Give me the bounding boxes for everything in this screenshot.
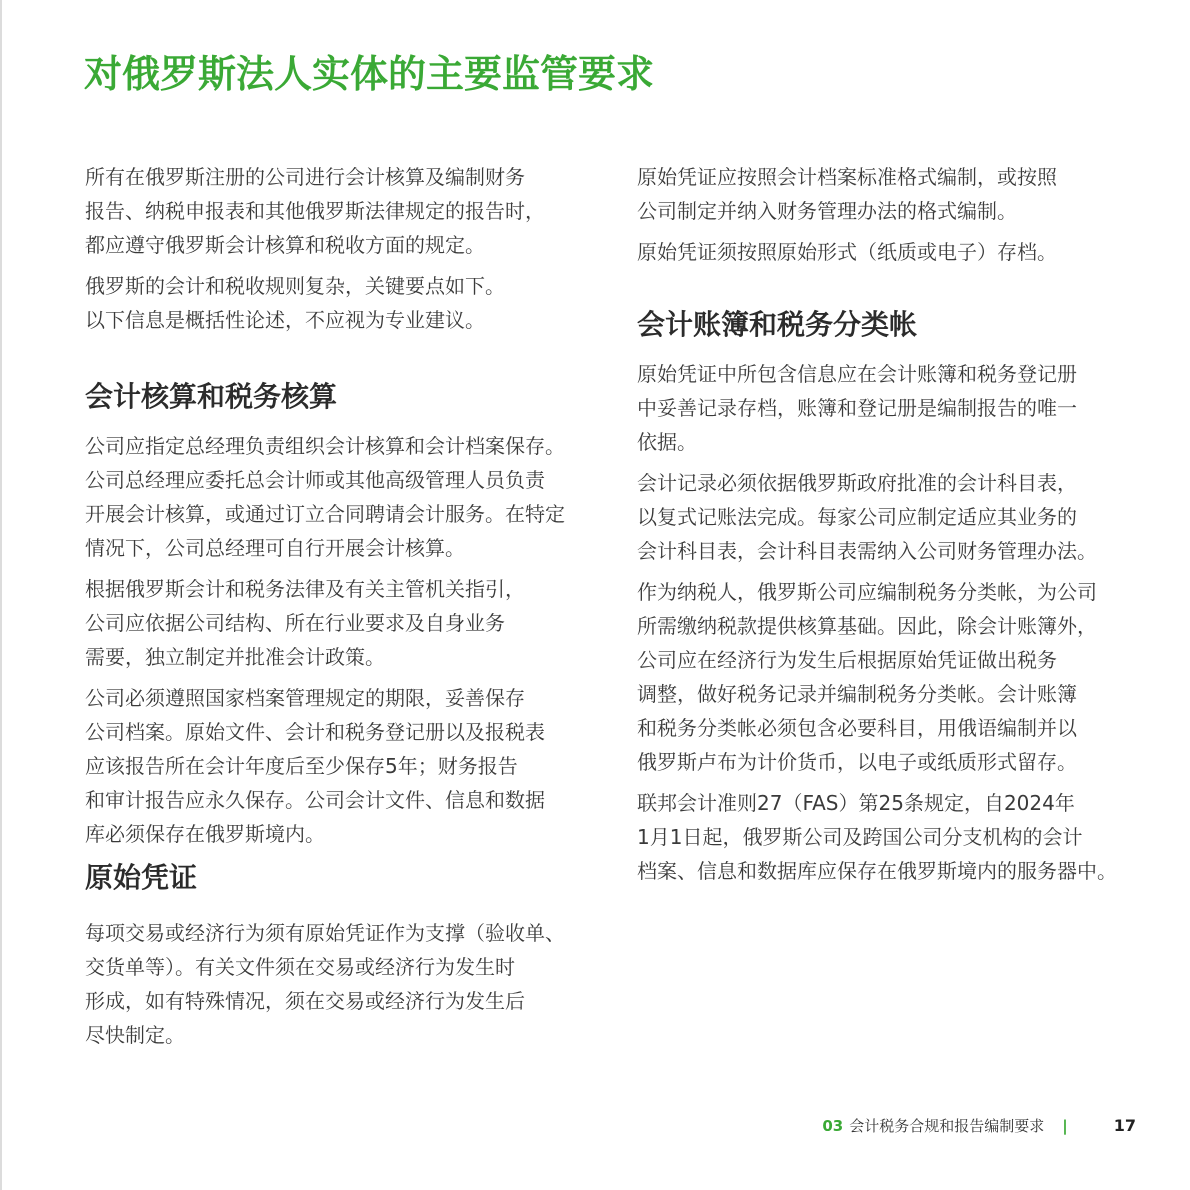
- section-heading-ledgers: 会计账簿和税务分类帐: [637, 308, 918, 341]
- vouchers-paragraph-3: 原始凭证须按照原始形式（纸质或电子）存档。: [637, 240, 1057, 264]
- page-number: 17: [1113, 1116, 1136, 1135]
- footer-divider: |: [1062, 1117, 1068, 1135]
- page-edge-rule: [0, 0, 2, 1190]
- ledgers-paragraph-3: 作为纳税人，俄罗斯公司应编制税务分类帐，为公司 所需缴纳税款提供核算基础。因此，除会计账簿外， 公司应在经济行为发生后根据原始凭证做出税务 调整，做好税务记录并编制税务分类帐。会计账簿 和税务分类帐必须包含必要科目，用俄语编制并以 俄罗斯卢布为计价货币，以电子或纸质形式留存。: [637, 580, 1097, 774]
- page-footer: [822, 1114, 1136, 1138]
- vouchers-paragraph-1: 每项交易或经济行为须有原始凭证作为支撑（验收单、 交货单等）。有关文件须在交易或经济行为发生时 形成，如有特殊情况，须在交易或经济行为发生后 尽快制定。: [85, 921, 565, 1047]
- page-title: 对俄罗斯法人实体的主要监管要求: [84, 52, 655, 96]
- chapter-number: 03: [822, 1117, 844, 1135]
- ledgers-paragraph-4: 联邦会计准则27（FAS）第25条规定，自2024年 1月1日起，俄罗斯公司及跨国公司分支机构的会计 档案、信息和数据库应保存在俄罗斯境内的服务器中。: [637, 791, 1117, 883]
- accounting-paragraph-3: 公司必须遵照国家档案管理规定的期限，妥善保存 公司档案。原始文件、会计和税务登记册以及报税表 应该报告所在会计年度后至少保存5年；财务报告 和审计报告应永久保存。公司会计文件、信息和数据 库必须保存在俄罗斯境内。: [85, 686, 545, 846]
- vouchers-paragraph-2: 原始凭证应按照会计档案标准格式编制，或按照 公司制定并纳入财务管理办法的格式编制。: [637, 165, 1057, 223]
- intro-paragraph-2: 俄罗斯的会计和税收规则复杂，关键要点如下。 以下信息是概括性论述，不应视为专业建议。: [85, 274, 505, 332]
- section-heading-vouchers: 原始凭证: [85, 861, 198, 894]
- intro-paragraph-1: 所有在俄罗斯注册的公司进行会计核算及编制财务 报告、纳税申报表和其他俄罗斯法律规定的报告时， 都应遵守俄罗斯会计核算和税收方面的规定。: [85, 165, 545, 257]
- ledgers-paragraph-2: 会计记录必须依据俄罗斯政府批准的会计科目表， 以复式记账法完成。每家公司应制定适应其业务的 会计科目表，会计科目表需纳入公司财务管理办法。: [637, 471, 1097, 563]
- chapter-title: 会计税务合规和报告编制要求: [849, 1117, 1045, 1135]
- ledgers-paragraph-1: 原始凭证中所包含信息应在会计账簿和税务登记册 中妥善记录存档，账簿和登记册是编制报告的唯一 依据。: [637, 362, 1077, 454]
- accounting-paragraph-1: 公司应指定总经理负责组织会计核算和会计档案保存。 公司总经理应委托总会计师或其他高级管理人员负责 开展会计核算，或通过订立合同聘请会计服务。在特定 情况下，公司总经理可自行开展会计核算。: [85, 434, 565, 560]
- left-column: [85, 160, 585, 1059]
- right-column: [637, 160, 1137, 895]
- accounting-paragraph-2: 根据俄罗斯会计和税务法律及有关主管机关指引， 公司应依据公司结构、所在行业要求及自身业务 需要，独立制定并批准会计政策。: [85, 577, 525, 669]
- section-heading-accounting: 会计核算和税务核算: [85, 380, 338, 413]
